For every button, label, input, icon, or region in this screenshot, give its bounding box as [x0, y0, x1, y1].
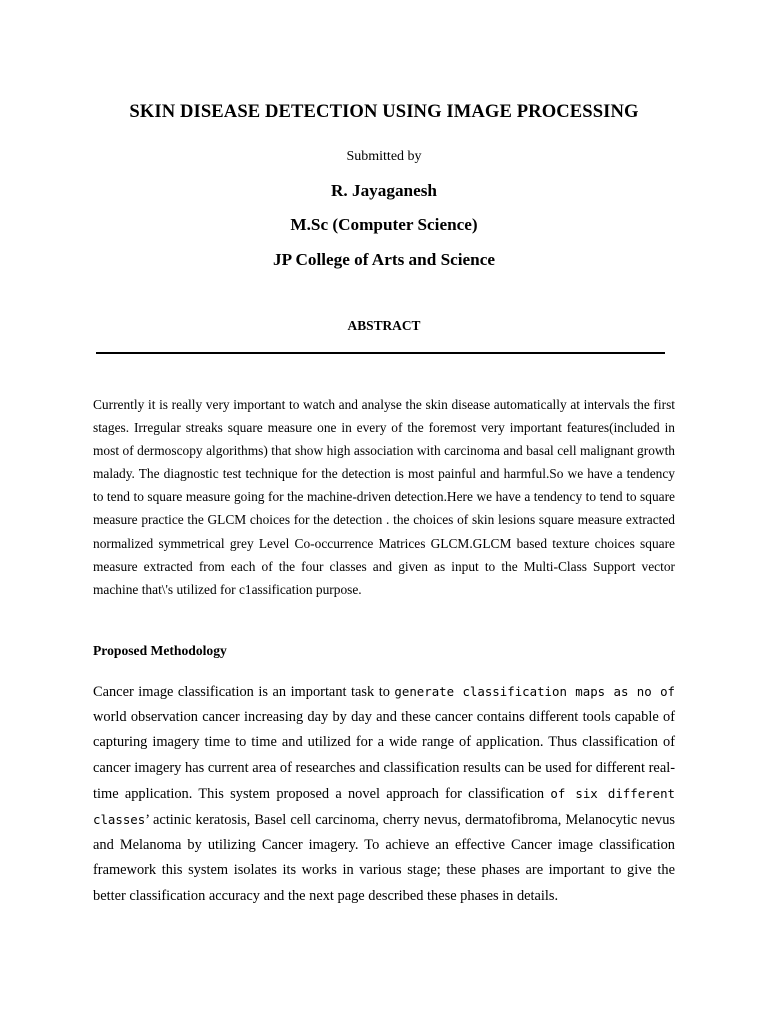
methodology-text-part-5: ’ actinic keratosis, Basel cell carcinoma, cherry nevus, dermatofibroma, Melanocytic nevus and Melanoma by utilizing Cancer imagery. To achieve an effective Cancer image classification framework this system isolates its works in various stage; these phases are important to give the better classification accuracy and the next page described these phases in details.: [93, 812, 675, 904]
paper-title: SKIN DISEASE DETECTION USING IMAGE PROCESSING: [129, 101, 639, 122]
author-name: R. Jayaganesh: [330, 181, 437, 200]
horizontal-rule: [96, 352, 665, 354]
author-college: JP College of Arts and Science: [273, 250, 495, 269]
methodology-text-part-1: Cancer image classification is an important task to: [93, 684, 395, 700]
section-heading-proposed-methodology: Proposed Methodology: [93, 643, 227, 658]
abstract-text: Currently it is really very important to watch and analyse the skin disease automatically at intervals the first stages. Irregular streaks square measure one in every of the foremost very important features(included in most of dermoscopy algorithms) that show high association with carcinoma and basal cell malignant growth malady. The diagnostic test technique for the detection is most painful and harmful.So we have a tendency to tend to square measure going for the machine-driven detection.Here we have a tendency to tend to square measure practice the GLCM choices for the detection . the choices of skin lesions square measure extracted normalized symmetrical grey Level Co-occurrence Matrices GLCM.GLCM based texture choices square measure extracted from each of the four classes and given as input to the Multi-Class Support vector machine that\'s utilized for c1assification purpose.: [93, 397, 675, 597]
methodology-text-part-3: world observation cancer increasing day by day and these cancer contains different tools capable of capturing imagery time to time and utilized for a wide range of application. Thus classification of cancer imagery has current area of researches and classification results can be used for different real-time application. This system proposed a novel approach for classification: [93, 709, 675, 802]
abstract-heading: ABSTRACT: [347, 318, 421, 333]
methodology-paragraph: [93, 679, 675, 909]
submitted-by-label: Submitted by: [346, 149, 422, 164]
methodology-text-part-2: generate classification maps as no of: [394, 684, 675, 699]
methodology-text-part-4: of six different classes: [93, 785, 675, 828]
author-degree: M.Sc (Computer Science): [290, 215, 478, 234]
